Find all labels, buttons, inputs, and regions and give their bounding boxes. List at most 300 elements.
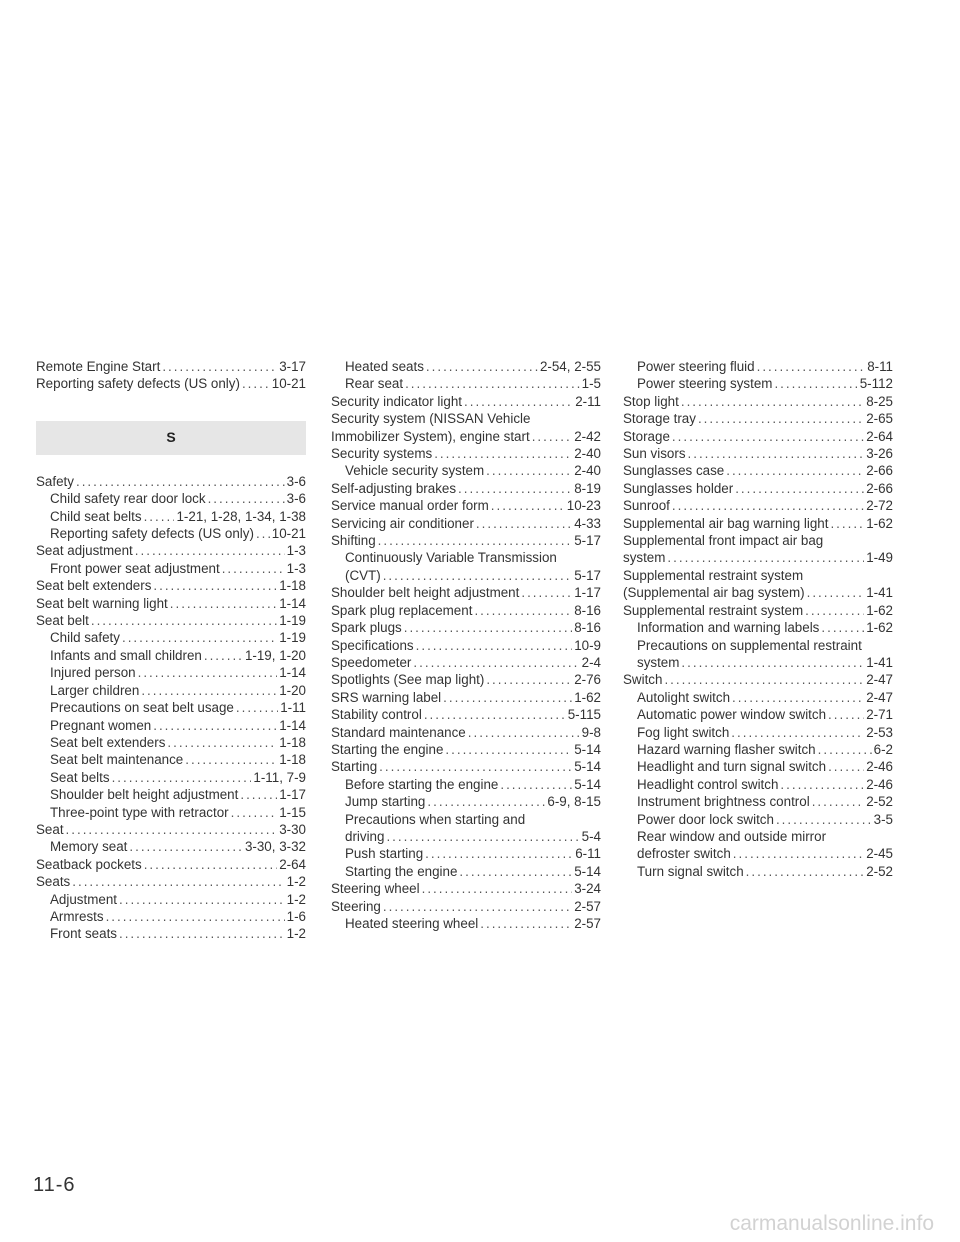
entry-label: Front power seat adjustment [50,560,220,576]
entry-label: Supplemental restraint system [623,602,804,618]
entry-page-ref: 2-40 [574,446,601,462]
index-entry [331,741,601,758]
entry-label: Starting [331,759,378,775]
entry-page-ref: 3-30, 3-32 [244,839,306,855]
entry-label: defroster switch [637,846,731,862]
dot-leader [468,724,580,741]
index-entries [623,358,893,880]
entry-label: system [637,654,680,670]
dot-leader [807,584,865,601]
index-entry [36,873,306,890]
entry-label: Shoulder belt height adjustment [331,585,520,601]
entry-page-ref: 2-47 [866,672,893,688]
index-subentry [331,776,601,793]
entry-page-ref: 1-21, 1-28, 1-34, 1-38 [176,508,306,524]
entry-label: Turn signal switch [637,863,744,879]
dot-leader [731,724,864,741]
entry-label: Fog light switch [637,724,730,740]
entry-label: Switch [623,672,663,688]
entry-label: Seat belt extenders [36,578,152,594]
index-subentry [36,647,306,664]
dot-leader [378,532,573,549]
dot-leader [256,525,270,542]
index-subentry [623,654,893,671]
entry-label: Adjustment [50,891,117,907]
entry-label: Supplemental restraint system [623,567,804,583]
index-subentry [623,863,893,880]
dot-leader [185,751,277,768]
index-entry [331,515,601,532]
index-subentry [36,908,306,925]
entry-label: Precautions on seat belt usage [50,700,234,716]
entry-page-ref: 10-21 [271,376,306,392]
index-subentry [623,758,893,775]
index-entry [623,497,893,514]
index-subentry [623,724,893,741]
index-subentry [331,828,601,845]
entry-page-ref: 5-4 [581,828,601,844]
entry-label: Child safety [50,630,120,646]
entry-label: Storage [623,428,670,444]
index-entry [623,393,893,410]
entry-page-ref: 3-6 [286,491,306,507]
index-entry [331,898,601,915]
entry-label: Security systems [331,446,433,462]
dot-leader [231,804,278,821]
entry-page-ref: 2-46 [866,759,893,775]
entry-page-ref: 1-11, 7-9 [253,769,306,785]
dot-leader [672,497,864,514]
index-subentry [623,706,893,723]
entry-page-ref: 3-6 [286,473,306,489]
entry-page-ref: 2-42 [574,428,601,444]
index-entry [623,584,893,601]
index-entry [331,758,601,775]
index-subentry [623,776,893,793]
entry-label: Seat belt warning light [36,595,168,611]
dot-leader [459,863,572,880]
entry-page-ref: 1-18 [279,734,306,750]
entry-page-ref: 1-49 [866,550,893,566]
dot-leader [91,612,277,629]
dot-leader [458,480,572,497]
dot-leader [774,375,857,392]
index-entry [331,637,601,654]
entry-label: Seatback pockets [36,856,142,872]
entry-page-ref: 8-19 [574,480,601,496]
entry-page-ref: 1-18 [279,578,306,594]
entry-label: Supplemental air bag warning light [623,515,829,531]
index-subentry [36,786,306,803]
index-subentry [36,769,306,786]
dot-leader [138,664,278,681]
dot-leader [476,515,572,532]
dot-leader [242,375,270,392]
index-entry [331,445,601,462]
dot-leader [167,734,277,751]
index-subentry [623,811,893,828]
dot-leader [688,445,865,462]
index-subentry [36,717,306,734]
entry-label: Vehicle security system [345,463,485,479]
dot-leader [413,654,579,671]
entry-label: Security system (NISSAN Vehicle [331,411,531,427]
entry-page-ref: 1-5 [581,376,601,392]
dot-leader [821,619,864,636]
index-subentry [36,490,306,507]
entry-page-ref: 5-14 [574,863,601,879]
entry-label: Shifting [331,533,376,549]
entry-page-ref: 10-9 [574,637,601,653]
entry-label: Rear seat [345,376,404,392]
entry-page-ref: 1-17 [279,787,306,803]
entry-label: Armrests [50,908,104,924]
entry-page-ref: 10-23 [566,498,601,514]
entry-label: Safety [36,473,74,489]
index-entry [36,856,306,873]
entry-page-ref: 2-72 [866,498,893,514]
entry-page-ref: 1-14 [279,595,306,611]
entry-label: Infants and small children [50,647,202,663]
entry-page-ref: 1-2 [286,874,306,890]
entry-label: Immobilizer System), engine start [331,428,530,444]
entry-label: Reporting safety defects (US only) [50,526,254,542]
entry-page-ref: 1-2 [286,891,306,907]
entry-label: Stop light [623,393,679,409]
entry-page-ref: 2-65 [866,411,893,427]
entry-label: (Supplemental air bag system) [623,585,805,601]
entry-page-ref: 5-14 [574,776,601,792]
entry-label: Security indicator light [331,393,462,409]
entry-page-ref: 1-41 [866,585,893,601]
entry-page-ref: 8-16 [574,620,601,636]
entry-label: Push starting [345,846,424,862]
entry-page-ref: 2-46 [866,776,893,792]
entry-label: SRS warning label [331,689,442,705]
entry-label: Injured person [50,665,136,681]
entry-label: Standard maintenance [331,724,466,740]
dot-leader [733,845,864,862]
dot-leader [119,891,285,908]
dot-leader [422,880,573,897]
dot-leader [379,758,572,775]
entry-label: Speedometer [331,654,412,670]
index-entry [331,497,601,514]
entry-label: Spotlights (See map light) [331,672,485,688]
entry-page-ref: 10-21 [271,526,306,542]
dot-leader [106,908,285,925]
entry-page-ref: 2-45 [866,846,893,862]
entry-page-ref: 1-3 [286,560,306,576]
index-entry [36,375,306,392]
entry-label: Spark plug replacement [331,602,473,618]
dot-leader [383,567,572,584]
entry-page-ref: 3-30 [279,821,306,837]
index-entry [36,358,306,375]
dot-leader [153,717,277,734]
dot-leader [726,462,864,479]
dot-leader [474,602,572,619]
entry-page-ref: 1-19 [279,613,306,629]
entry-page-ref: 4-33 [574,515,601,531]
entry-label: Headlight and turn signal switch [637,759,827,775]
entry-page-ref: 1-19, 1-20 [244,647,306,663]
dot-leader [780,776,864,793]
entry-page-ref: 2-66 [866,480,893,496]
index-subentry [623,375,893,392]
index-entry [623,445,893,462]
dot-leader [443,689,572,706]
dot-leader [222,560,285,577]
index-entry-continued [623,567,893,584]
entry-page-ref: 5-17 [574,533,601,549]
dot-leader [672,428,864,445]
dot-leader [404,619,572,636]
index-column-1 [36,358,306,943]
index-entry [623,549,893,566]
entry-page-ref: 1-62 [866,620,893,636]
index-entry-continued [331,410,601,427]
dot-leader [135,542,285,559]
index-entry [623,480,893,497]
entry-label: Seat belt extenders [50,734,166,750]
entry-label: Starting the engine [331,741,444,757]
entry-page-ref: 1-19 [279,630,306,646]
dot-leader [240,786,277,803]
dot-leader [76,473,285,490]
entry-label: driving [345,828,385,844]
page-number: 11-6 [33,1174,76,1196]
dot-leader [386,828,579,845]
entry-label: Seats [36,874,71,890]
dot-leader [486,671,572,688]
index-subentry [623,358,893,375]
entry-page-ref: 1-18 [279,752,306,768]
index-entry [623,602,893,619]
entry-page-ref: 1-62 [866,602,893,618]
dot-leader [532,428,572,445]
entry-label: Continuously Variable Transmission [345,550,557,566]
index-entry [331,428,601,445]
index-entry [623,410,893,427]
dot-leader [427,793,545,810]
index-subentry [36,804,306,821]
dot-leader [72,873,284,890]
index-subentry [331,863,601,880]
dot-leader [664,671,864,688]
dot-leader [405,375,580,392]
index-subentry [36,525,306,542]
dot-leader [424,706,566,723]
dot-leader [144,508,175,525]
dot-leader [805,602,864,619]
dot-leader [818,741,872,758]
entry-label: Seat adjustment [36,543,133,559]
entry-page-ref: 2-40 [574,463,601,479]
entry-label: Power steering system [637,376,773,392]
entry-label: Automatic power window switch [637,707,827,723]
entry-page-ref: 5-14 [574,759,601,775]
entry-label: Self-adjusting brakes [331,480,457,496]
entry-page-ref: 1-3 [286,543,306,559]
entry-label: Information and warning labels [637,620,820,636]
index-subentry [36,699,306,716]
entry-page-ref: 1-20 [279,682,306,698]
entry-label: Specifications [331,637,414,653]
entry-page-ref: 3-17 [279,359,306,374]
index-subentry [36,508,306,525]
dot-leader [732,689,864,706]
index-entry [36,612,306,629]
index-subentry [36,560,306,577]
entry-page-ref: 6-9, 8-15 [547,794,601,810]
entry-page-ref: 6-11 [575,846,601,862]
entry-label: Power steering fluid [637,359,755,374]
entry-label: Spark plugs [331,620,402,636]
entry-label: Sunglasses holder [623,480,734,496]
index-entry [623,671,893,688]
dot-leader [416,637,573,654]
index-entry [623,428,893,445]
entry-label: Steering wheel [331,881,420,897]
entry-label: Sunroof [623,498,670,514]
entry-label: Precautions when starting and [345,811,526,827]
entry-page-ref: 1-17 [574,585,601,601]
entry-page-ref: 1-14 [279,717,306,733]
entry-page-ref: 3-26 [866,446,893,462]
dot-leader [491,497,565,514]
dot-leader [681,393,864,410]
dot-leader [112,769,252,786]
dot-leader [500,776,572,793]
entry-label: Power door lock switch [637,811,774,827]
entry-label: Hazard warning flasher switch [637,741,816,757]
dot-leader [162,358,277,375]
index-subentry [331,845,601,862]
index-entry [36,821,306,838]
entry-label: Service manual order form [331,498,489,514]
entry-page-ref: 1-14 [279,665,306,681]
entry-page-ref: 2-64 [279,856,306,872]
index-entry-continued [331,811,601,828]
index-entries-r [36,358,306,393]
dot-leader [746,863,865,880]
index-entry-continued [331,549,601,566]
index-entry [331,689,601,706]
entry-page-ref: 5-14 [574,741,601,757]
dot-leader [434,445,572,462]
entry-label: Instrument brightness control [637,794,810,810]
entry-page-ref: 1-6 [286,908,306,924]
entry-page-ref: 2-11 [575,393,601,409]
entry-page-ref: 5-112 [859,376,893,392]
entry-label: Sun visors [623,446,686,462]
dot-leader [236,699,278,716]
dot-leader [204,647,243,664]
entry-label: Three-point type with retractor [50,804,229,820]
dot-leader [129,838,243,855]
entry-page-ref: 1-41 [866,654,893,670]
entry-page-ref: 5-115 [567,707,601,723]
index-subentry [36,751,306,768]
entry-label: Jump starting [345,794,426,810]
entry-label: Seat [36,821,64,837]
index-subentry [623,793,893,810]
index-subentry [36,838,306,855]
index-subentry [331,567,601,584]
entry-page-ref: 2-4 [581,654,601,670]
index-entry-continued [623,532,893,549]
index-entry [623,515,893,532]
entry-label: Memory seat [50,839,128,855]
index-column-2 [331,358,601,932]
entry-label: system [623,550,666,566]
entry-page-ref: 2-57 [574,898,601,914]
dot-leader [667,549,864,566]
index-entry [331,671,601,688]
index-subentry [36,664,306,681]
entry-page-ref: 3-5 [873,811,893,827]
entry-label: Sunglasses case [623,463,725,479]
entry-label: Stability control [331,707,422,723]
entry-page-ref: 1-62 [866,515,893,531]
entry-label: Seat belt [36,613,89,629]
index-subentry [36,629,306,646]
entry-label: Remote Engine Start [36,359,161,374]
index-subentry [623,689,893,706]
dot-leader [153,577,277,594]
dot-leader [208,490,285,507]
entry-page-ref: 8-16 [574,602,601,618]
dot-leader [828,706,864,723]
index-subentry [623,845,893,862]
index-entry [36,473,306,490]
entry-label: Before starting the engine [345,776,499,792]
entry-label: Larger children [50,682,140,698]
dot-leader [445,741,572,758]
index-entries-s [36,473,306,943]
index-subentry [331,375,601,392]
entry-label: Headlight control switch [637,776,779,792]
entry-label: Child safety rear door lock [50,491,206,507]
entry-page-ref: 2-57 [574,916,601,931]
index-subentry [331,462,601,479]
entry-label: (CVT) [345,567,381,583]
entry-label: Heated steering wheel [345,916,479,931]
entry-page-ref: 1-62 [574,689,601,705]
dot-leader [141,682,277,699]
dot-leader [425,845,573,862]
entry-label: Starting the engine [345,863,458,879]
entry-label: Storage tray [623,411,696,427]
index-column-3 [623,358,893,880]
dot-leader [486,462,572,479]
dot-leader [776,811,872,828]
index-subentry [331,358,601,375]
dot-leader [170,595,277,612]
section-header [36,421,306,455]
dot-leader [735,480,864,497]
entry-label: Front seats [50,926,117,942]
dot-leader [480,915,572,932]
entry-page-ref: 8-25 [866,393,893,409]
entry-label: Precautions on supplemental restraint [637,637,862,653]
entry-label: Reporting safety defects (US only) [36,376,240,392]
index-entry [36,542,306,559]
entry-page-ref: 2-76 [574,672,601,688]
index-entry-continued [623,637,893,654]
index-subentry [623,741,893,758]
